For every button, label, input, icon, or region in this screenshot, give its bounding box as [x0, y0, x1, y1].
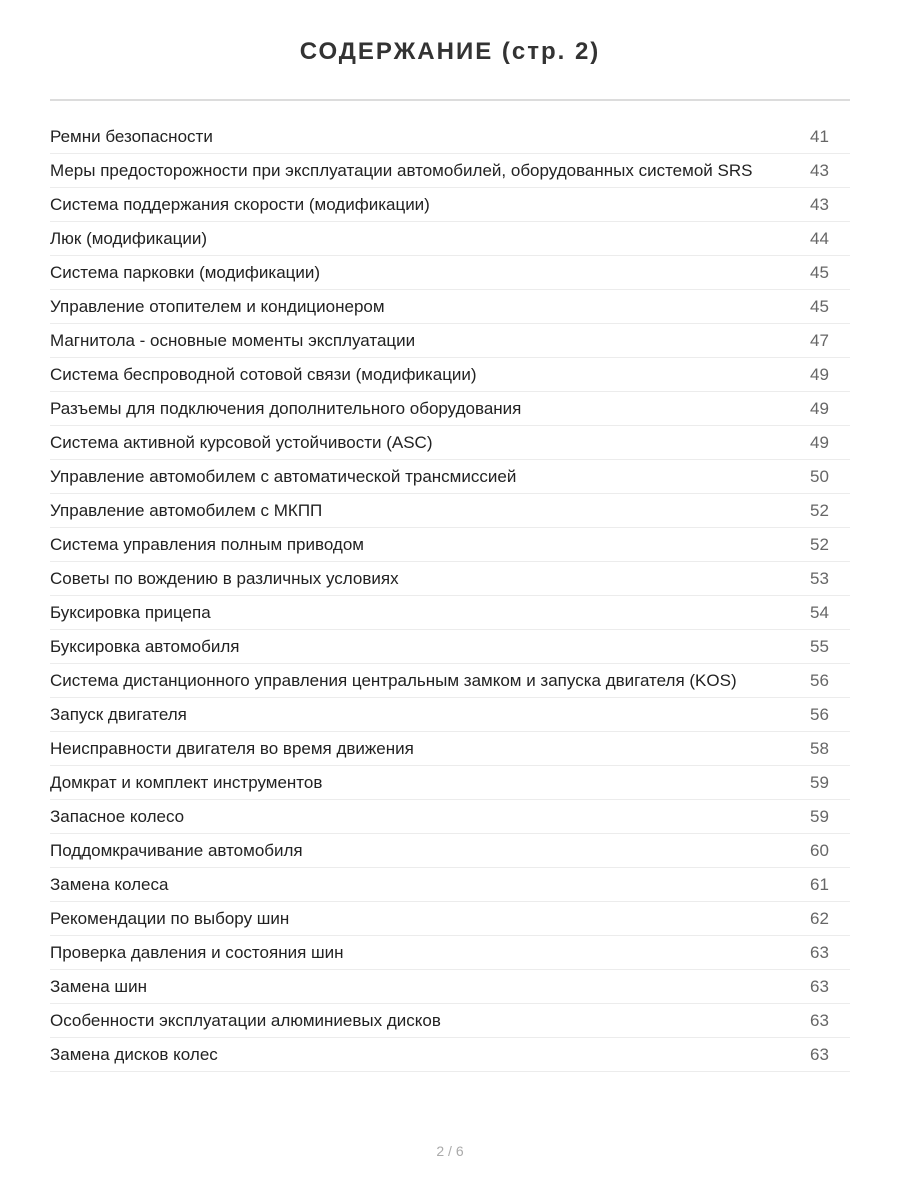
- toc-entry-title: Меры предосторожности при эксплуатации автомобилей, оборудованных системой SRS: [50, 161, 753, 180]
- toc-entry-title: Замена шин: [50, 977, 147, 996]
- toc-row[interactable]: [50, 596, 850, 630]
- toc-row[interactable]: [50, 562, 850, 596]
- toc-entry-page: 61: [810, 875, 829, 894]
- toc-entry-title: Буксировка автомобиля: [50, 637, 240, 656]
- toc-row[interactable]: [50, 426, 850, 460]
- toc-row[interactable]: [50, 936, 850, 970]
- toc-entry-title: Замена колеса: [50, 875, 169, 894]
- toc-entry-title: Запасное колесо: [50, 807, 185, 826]
- toc-entry-page: 43: [810, 195, 829, 214]
- toc-row[interactable]: [50, 460, 850, 494]
- toc-row[interactable]: [50, 358, 850, 392]
- toc-entry-title: Система активной курсовой устойчивости (ASC): [50, 433, 433, 452]
- toc-row[interactable]: [50, 256, 850, 290]
- toc-entry-title: Управление отопителем и кондиционером: [50, 297, 385, 316]
- toc-entry-title: Управление автомобилем с автоматической трансмиссией: [50, 467, 517, 486]
- toc-entry-title: Разъемы для подключения дополнительного оборудования: [50, 399, 522, 418]
- toc-entry-page: 56: [810, 671, 829, 690]
- toc-entry-title: Магнитола - основные моменты эксплуатации: [50, 331, 416, 350]
- toc-entry-page: 63: [810, 943, 829, 962]
- toc-entry-page: 49: [810, 365, 829, 384]
- toc-entry-title: Советы по вождению в различных условиях: [50, 569, 399, 588]
- toc-entry-title: Неисправности двигателя во время движения: [50, 739, 414, 758]
- toc-entry-title: Буксировка прицепа: [50, 603, 211, 622]
- toc-row[interactable]: [50, 766, 850, 800]
- toc-entry-page: 45: [810, 263, 829, 282]
- toc-row[interactable]: [50, 494, 850, 528]
- toc-entry-page: 63: [810, 1011, 829, 1030]
- toc-entry-page: 62: [810, 909, 829, 928]
- toc-entry-title: Поддомкрачивание автомобиля: [50, 841, 303, 860]
- toc-entry-page: 53: [810, 569, 829, 588]
- toc-row[interactable]: [50, 222, 850, 256]
- toc-row[interactable]: [50, 732, 850, 766]
- title-divider: [50, 99, 850, 101]
- toc-entry-title: Система поддержания скорости (модификации): [50, 195, 430, 214]
- toc-row[interactable]: [50, 528, 850, 562]
- toc-entry-page: 52: [810, 501, 829, 520]
- toc-entry-page: 44: [810, 229, 829, 248]
- toc-entry-page: 55: [810, 637, 829, 656]
- toc-row[interactable]: [50, 324, 850, 358]
- table-of-contents: [50, 120, 850, 1072]
- toc-row[interactable]: [50, 800, 850, 834]
- toc-row[interactable]: [50, 698, 850, 732]
- page-title: СОДЕРЖАНИЕ (стр. 2): [299, 38, 601, 65]
- toc-row[interactable]: [50, 834, 850, 868]
- toc-entry-page: 49: [810, 399, 829, 418]
- toc-row[interactable]: [50, 188, 850, 222]
- toc-entry-page: 63: [810, 977, 829, 996]
- toc-entry-title: Система управления полным приводом: [50, 535, 364, 554]
- toc-entry-page: 59: [810, 807, 829, 826]
- toc-entry-page: 41: [810, 127, 829, 146]
- toc-entry-page: 45: [810, 297, 829, 316]
- toc-entry-page: 54: [810, 603, 829, 622]
- toc-entry-title: Особенности эксплуатации алюминиевых дисков: [50, 1011, 441, 1030]
- toc-entry-title: Система парковки (модификации): [50, 263, 321, 282]
- toc-entry-page: 63: [810, 1045, 829, 1064]
- toc-entry-page: 52: [810, 535, 829, 554]
- toc-row[interactable]: [50, 902, 850, 936]
- toc-entry-title: Ремни безопасности: [50, 127, 213, 146]
- toc-entry-page: 56: [810, 705, 829, 724]
- toc-entry-page: 49: [810, 433, 829, 452]
- toc-entry-title: Управление автомобилем с МКПП: [50, 501, 323, 520]
- toc-entry-title: Рекомендации по выбору шин: [50, 909, 290, 928]
- toc-entry-page: 59: [810, 773, 829, 792]
- toc-row[interactable]: [50, 392, 850, 426]
- toc-entry-title: Замена дисков колес: [50, 1045, 218, 1064]
- toc-entry-page: 58: [810, 739, 829, 758]
- toc-entry-page: 60: [810, 841, 829, 860]
- toc-row[interactable]: [50, 970, 850, 1004]
- toc-row[interactable]: [50, 1004, 850, 1038]
- toc-row[interactable]: [50, 868, 850, 902]
- toc-entry-title: Домкрат и комплект инструментов: [50, 773, 323, 792]
- toc-row[interactable]: [50, 120, 850, 154]
- toc-entry-page: 47: [810, 331, 829, 350]
- toc-row[interactable]: [50, 1038, 850, 1072]
- toc-row[interactable]: [50, 290, 850, 324]
- toc-entry-page: 50: [810, 467, 829, 486]
- toc-row[interactable]: [50, 630, 850, 664]
- toc-entry-title: Система беспроводной сотовой связи (модификации): [50, 365, 477, 384]
- toc-entry-page: 43: [810, 161, 829, 180]
- toc-row[interactable]: [50, 664, 850, 698]
- toc-entry-title: Люк (модификации): [50, 229, 208, 248]
- toc-entry-title: Система дистанционного управления центральным замком и запуска двигателя (KOS): [50, 671, 737, 690]
- toc-row[interactable]: [50, 154, 850, 188]
- toc-entry-title: Запуск двигателя: [50, 705, 187, 724]
- toc-entry-title: Проверка давления и состояния шин: [50, 943, 344, 962]
- page-indicator: 2 / 6: [436, 1143, 464, 1159]
